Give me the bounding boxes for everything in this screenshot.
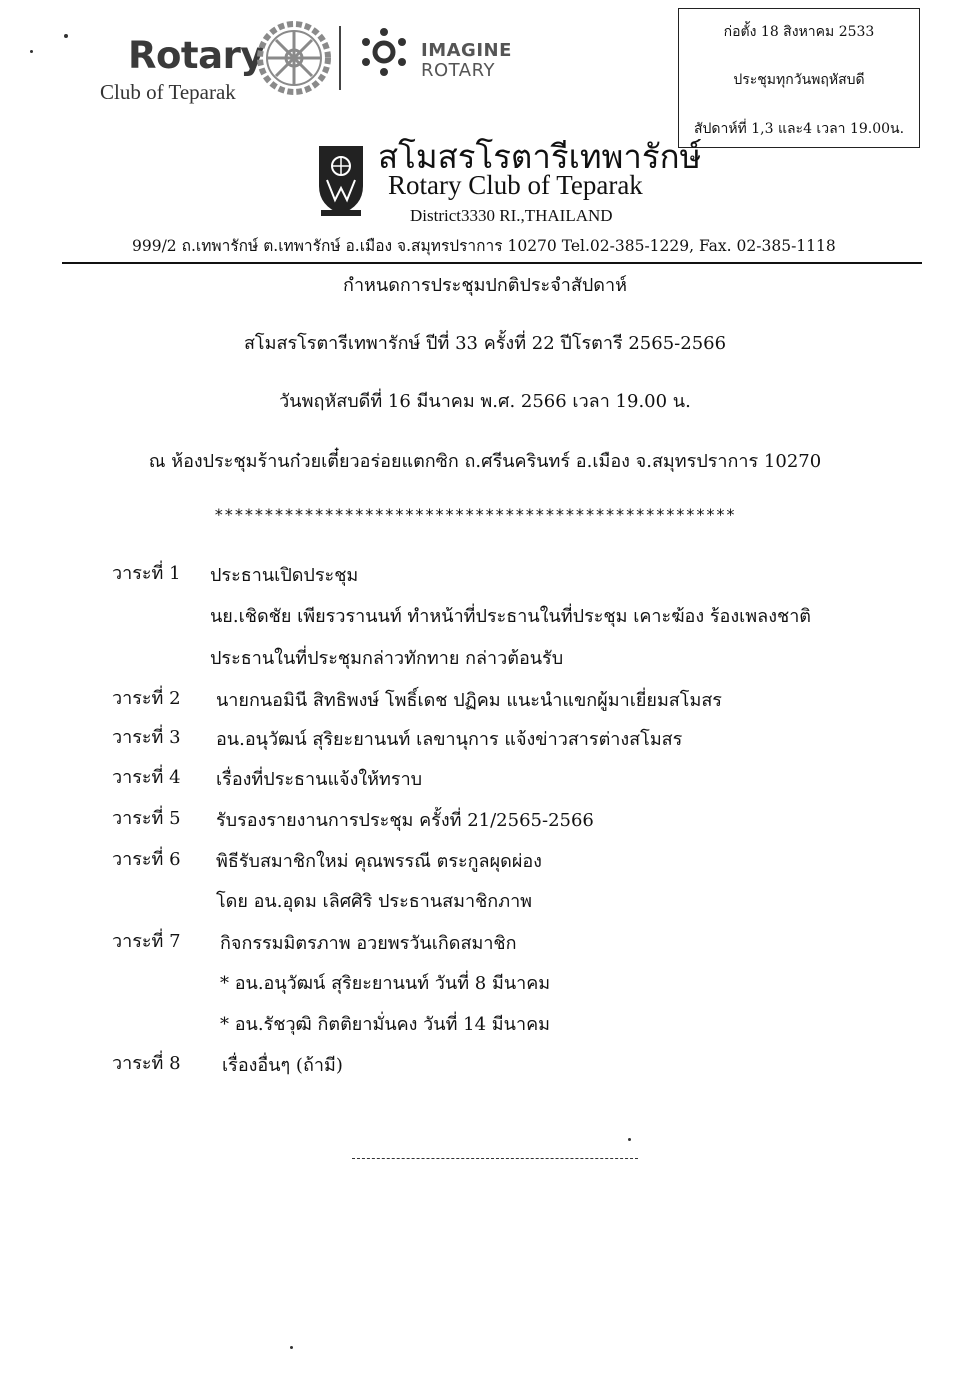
agenda-label-6: วาระที่ 6 xyxy=(112,849,181,870)
club-info-box xyxy=(678,8,920,148)
agenda-label-4: วาระที่ 4 xyxy=(112,767,181,788)
district-label: District3330 RI.,THAILAND xyxy=(410,206,613,225)
meeting-venue: ณ ห้องประชุมร้านก๋วยเตี๋ยวอร่อยแตกซิก ถ.ศรีนครินทร์ อ.เมือง จ.สมุทรปราการ 10270 xyxy=(148,451,822,472)
agenda-label-3: วาระที่ 3 xyxy=(112,727,181,748)
rotary-club-subtitle: Club of Teparak xyxy=(100,80,236,104)
founded-date: ก่อตั้ง 18 สิงหาคม 2533 xyxy=(723,24,875,40)
club-address: 999/2 ถ.เทพารักษ์ ต.เทพารักษ์ อ.เมือง จ.สมุทรปราการ 10270 Tel.02-385-1229, Fax. 02-385-1118 xyxy=(132,237,836,255)
club-crest-icon xyxy=(313,140,369,220)
agenda-4-line-1: เรื่องที่ประธานแจ้งให้ทราบ xyxy=(216,769,423,790)
club-name-thai: สโมสรโรตารีเทพารักษ์ xyxy=(378,137,702,176)
agenda-3-line-1: อน.อนุวัฒน์ สุริยะยานนท์ เลขานุการ แจ้งข่าวสารต่างสโมสร xyxy=(216,729,683,750)
meeting-schedule: สัปดาห์ที่ 1,3 และ4 เวลา 19.00น. xyxy=(693,121,905,137)
agenda-5-line-1: รับรองรายงานการประชุม ครั้งที่ 21/2565-2566 xyxy=(216,810,594,831)
agenda-6-line-1: พิธีรับสมาชิกใหม่ คุณพรรณี ตระกูลผุดผ่อง xyxy=(216,851,542,872)
separator-stars: **************************************************** xyxy=(214,505,736,524)
imagine-text-line1: IMAGINE xyxy=(421,40,512,61)
meeting-date: วันพฤหัสบดีที่ 16 มีนาคม พ.ศ. 2566 เวลา 19.00 น. xyxy=(279,391,691,412)
rotary-wheel-icon xyxy=(256,20,332,96)
end-dashed-line xyxy=(352,1158,638,1159)
imagine-rotary-icon xyxy=(358,26,410,78)
agenda-2-line-1: นายกนอมินี สิทธิพงษ์ โพธิ์เดช ปฏิคม แนะนำแขกผู้มาเยี่ยมสโมสร xyxy=(216,690,722,711)
agenda-1-line-2: นย.เชิดชัย เพียรวรานนท์ ทำหน้าที่ประธานในที่ประชุม เคาะฆ้อง ร้องเพลงชาติ xyxy=(210,606,811,627)
club-name-english: Rotary Club of Teparak xyxy=(388,170,643,200)
agenda-1-line-3: ประธานในที่ประชุมกล่าวทักทาย กล่าวต้อนรับ xyxy=(210,648,564,669)
agenda-1-line-1: ประธานเปิดประชุม xyxy=(210,565,359,586)
logo-divider xyxy=(339,26,341,90)
agenda-7-line-2: * อน.อนุวัฒน์ สุริยะยานนท์ วันที่ 8 มีนาคม xyxy=(220,973,551,994)
agenda-7-line-1: กิจกรรมมิตรภาพ อวยพรวันเกิดสมาชิก xyxy=(220,933,517,954)
agenda-label-2: วาระที่ 2 xyxy=(112,688,181,709)
agenda-7-line-3: * อน.รัชวุฒิ กิตติยามั่นคง วันที่ 14 มีนาคม xyxy=(220,1014,550,1035)
agenda-label-1: วาระที่ 1 xyxy=(112,563,181,584)
rotary-wordmark: Rotary xyxy=(128,34,264,77)
agenda-label-5: วาระที่ 5 xyxy=(112,808,181,829)
meeting-session: สโมสรโรตารีเทพารักษ์ ปีที่ 33 ครั้งที่ 22 ปีโรตารี 2565-2566 xyxy=(243,333,727,354)
meeting-day: ประชุมทุกวันพฤหัสบดี xyxy=(733,72,865,88)
scan-speck xyxy=(64,34,68,38)
agenda-8-line-1: เรื่องอื่นๆ (ถ้ามี) xyxy=(222,1055,343,1076)
header-rule xyxy=(62,262,922,264)
meeting-heading: กำหนดการประชุมปกติประจำสัปดาห์ xyxy=(343,275,627,296)
agenda-label-7: วาระที่ 7 xyxy=(112,931,181,952)
agenda-label-8: วาระที่ 8 xyxy=(112,1053,181,1074)
imagine-text-line2: ROTARY xyxy=(421,60,495,81)
scan-speck xyxy=(290,1346,293,1349)
scan-speck xyxy=(628,1138,631,1141)
agenda-6-line-2: โดย อน.อุดม เลิศศิริ ประธานสมาชิกภาพ xyxy=(216,891,533,912)
scan-speck xyxy=(30,50,33,53)
